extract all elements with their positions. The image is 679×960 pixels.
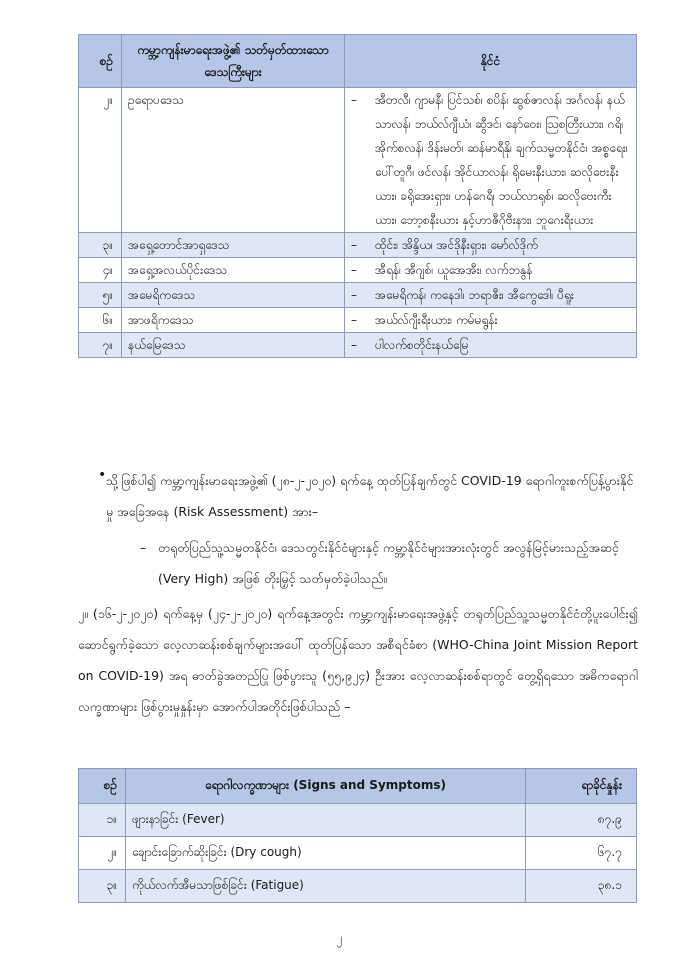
page-number: ၂ [336,931,343,945]
row-countries: အမေရိကန်၊ ကနေဒါ၊ ဘရာဇီး၊ အီကွေဒေါ၊ ပီရူး [375,288,574,302]
row-no: ၆။ [79,308,122,333]
row-countries: အီတလီ၊ ဂျာမနီ၊ ပြင်သစ်၊ စပိန်၊ ဆွစ်ဇာလန်၊ အင်္ဂလန်၊ နယ်သာလန်၊ ဘယ်လ်ဂျီယံ၊ ဆွီဒင်၊ နော်ဝေး၊ ဩစတြီးယား၊ ဂရိ၊ အိုက်စလန်၊ ဒိန်းမတ်၊ ဆန်မာရီနို၊ ချက်သမ္မတနိုင်ငံ၊ အစ္စရေး၊ ပေါ်တူဂီ၊ ဖင်လန်၊ အိုင်ယာလန်၊ ရိုမေးနီးယား၊ ဆလိုဗေးနီးယား၊ ခရိုအေးရှား၊ ဟန်ဂေရီ၊ ဘယ်လာရုစ်၊ ဆလိုဗေးကီးယား၊ ဘော့စနီးယား နှင့်ဟာဇီဂိုဗီးနား၊ ဘူဂေးရီးယား [375,93,628,227]
row-countries: အီရန်၊ အီဂျစ်၊ ယူအေအီး၊ လက်ဘနွန် [375,263,533,277]
row-region: နယ်မြေဒေသ [122,333,345,358]
row-dash: – [351,263,357,277]
col-country-header: နိုင်ငံ [345,35,637,88]
row-region: အရှေ့တောင်အာရှဒေသ [122,233,345,258]
col-region-header: ကမ္ဘာ့ကျန်းမာရေးအဖွဲ့၏ သတ်မှတ်ထားသော ဒေသကြီးများ [122,35,345,88]
col-no-header: စဉ် [79,769,126,804]
row-percent: ၃၈.၁ [526,870,637,903]
row-countries: ပါလက်စတိုင်းနယ်မြေ [375,338,469,352]
row-no: ၂။ [79,837,126,870]
row-dash: – [351,288,357,302]
row-region: အမေရိကဒေသ [122,283,345,308]
subitem-text: တရုတ်ပြည်သူ့သမ္မတနိုင်ငံ၊ ဒေသတွင်းနိုင်ငံများနှင့် ကမ္ဘာ့နိုင်ငံများအားလုံးတွင် အလွန်မြင့်မားသည့်အဆင့် (Very High) အဖြစ် တိုးမြှင့် သတ်မှတ်ခဲ့ပါသည်။ [158,540,619,586]
subitem-dash: – [140,540,147,555]
table-row [79,308,637,333]
row-countries: အယ်လ်ဂျီးရီးယား၊ ကမ်မရွန်း [375,313,498,327]
table-row [79,233,637,258]
row-symptom: ကိုယ်လက်အီမသာဖြစ်ခြင်း (Fatigue) [126,870,526,903]
table-row [79,88,637,233]
row-region: အရှေ့အလယ်ပိုင်းဒေသ [122,258,345,283]
row-region: အာဖရိကဒေသ [122,308,345,333]
row-percent: ၈၇.၉ [526,804,637,837]
report-paragraph: ၂။ (၁၆-၂-၂၀၂၀) ရက်နေ့မှ (၂၄-၂-၂၀၂၀) ရက်နေ့အတွင်း ကမ္ဘာ့ကျန်းမာရေးအဖွဲ့နှင့် တရုတ်ပြည်သူ့သမ္မတနိုင်ငံတို့ပူးပေါင်း၍ ဆောင်ရွက်ခဲ့သော လေ့လာဆန်းစစ်ချက်များအပေါ် ထုတ်ပြန်သော အစီရင်ခံစာ (WHO-China Joint Mission Report on COVID-19) အရ ဓာတ်ခွဲအတည်ပြု ဖြစ်ပွားသူ (၅၅,၉၂၄) ဦးအား လေ့လာဆန်းစစ်ရာတွင် တွေ့ရှိရသော အဓိကရောဂါလက္ခဏာများ ဖြစ်ပွားမှုနှုန်းမှာ အောက်ပါအတိုင်းဖြစ်ပါသည် – [78,606,638,714]
row-symptom: ချောင်းခြောက်ဆိုးခြင်း (Dry cough) [126,837,526,870]
row-no: ၅။ [79,283,122,308]
col-symptom-header: ရောဂါလက္ခဏာများ (Signs and Symptoms) [126,769,526,804]
table-row [79,837,637,870]
row-no: ၃။ [79,870,126,903]
col-percent-header: ရာခိုင်နှုန်း [526,769,637,804]
regions-table [78,34,637,358]
row-countries-cell [345,258,637,283]
table-row [79,283,637,308]
col-no-header: စဉ် [79,35,122,88]
risk-assessment-subitem [140,532,638,594]
symptoms-table [78,768,637,903]
row-dash: – [351,93,357,107]
table-row [79,804,637,837]
row-countries-cell [345,283,637,308]
table-row [79,870,637,903]
row-symptom: ဖျားနာခြင်း (Fever) [126,804,526,837]
table-row [79,333,637,358]
row-dash: – [351,313,357,327]
table-row [79,258,637,283]
row-dash: – [351,338,357,352]
row-no: ၂။ [79,88,122,233]
row-countries-cell [345,88,637,233]
row-no: ၄။ [79,258,122,283]
regions-table-header [79,35,637,88]
risk-assessment-bullet: သို့ဖြစ်ပါ၍ ကမ္ဘာ့ကျန်းမာရေးအဖွဲ့၏ (၂၈-၂-၂၀၂၀) ရက်နေ့ ထုတ်ပြန်ချက်တွင် COVID-19 ရောဂါကူးစက်ပြန့်ပွားနိုင်မှု အခြေအနေ (Risk Assessment) အား– [106,473,634,519]
row-no: ၁။ [79,804,126,837]
row-no: ၇။ [79,333,122,358]
row-no: ၃။ [79,233,122,258]
row-countries-cell [345,233,637,258]
symptoms-table-header [79,769,637,804]
row-countries-cell [345,333,637,358]
row-dash: – [351,238,357,252]
row-countries-cell [345,308,637,333]
row-countries: ထိုင်း၊ အိန္ဒိယ၊ အင်ဒိုနီးရှား၊ မော်လ်ဒိုက် [375,238,538,252]
bullet-icon: • [98,467,107,483]
row-region: ဥရောပဒေသ [122,88,345,233]
row-percent: ၆၇.၇ [526,837,637,870]
